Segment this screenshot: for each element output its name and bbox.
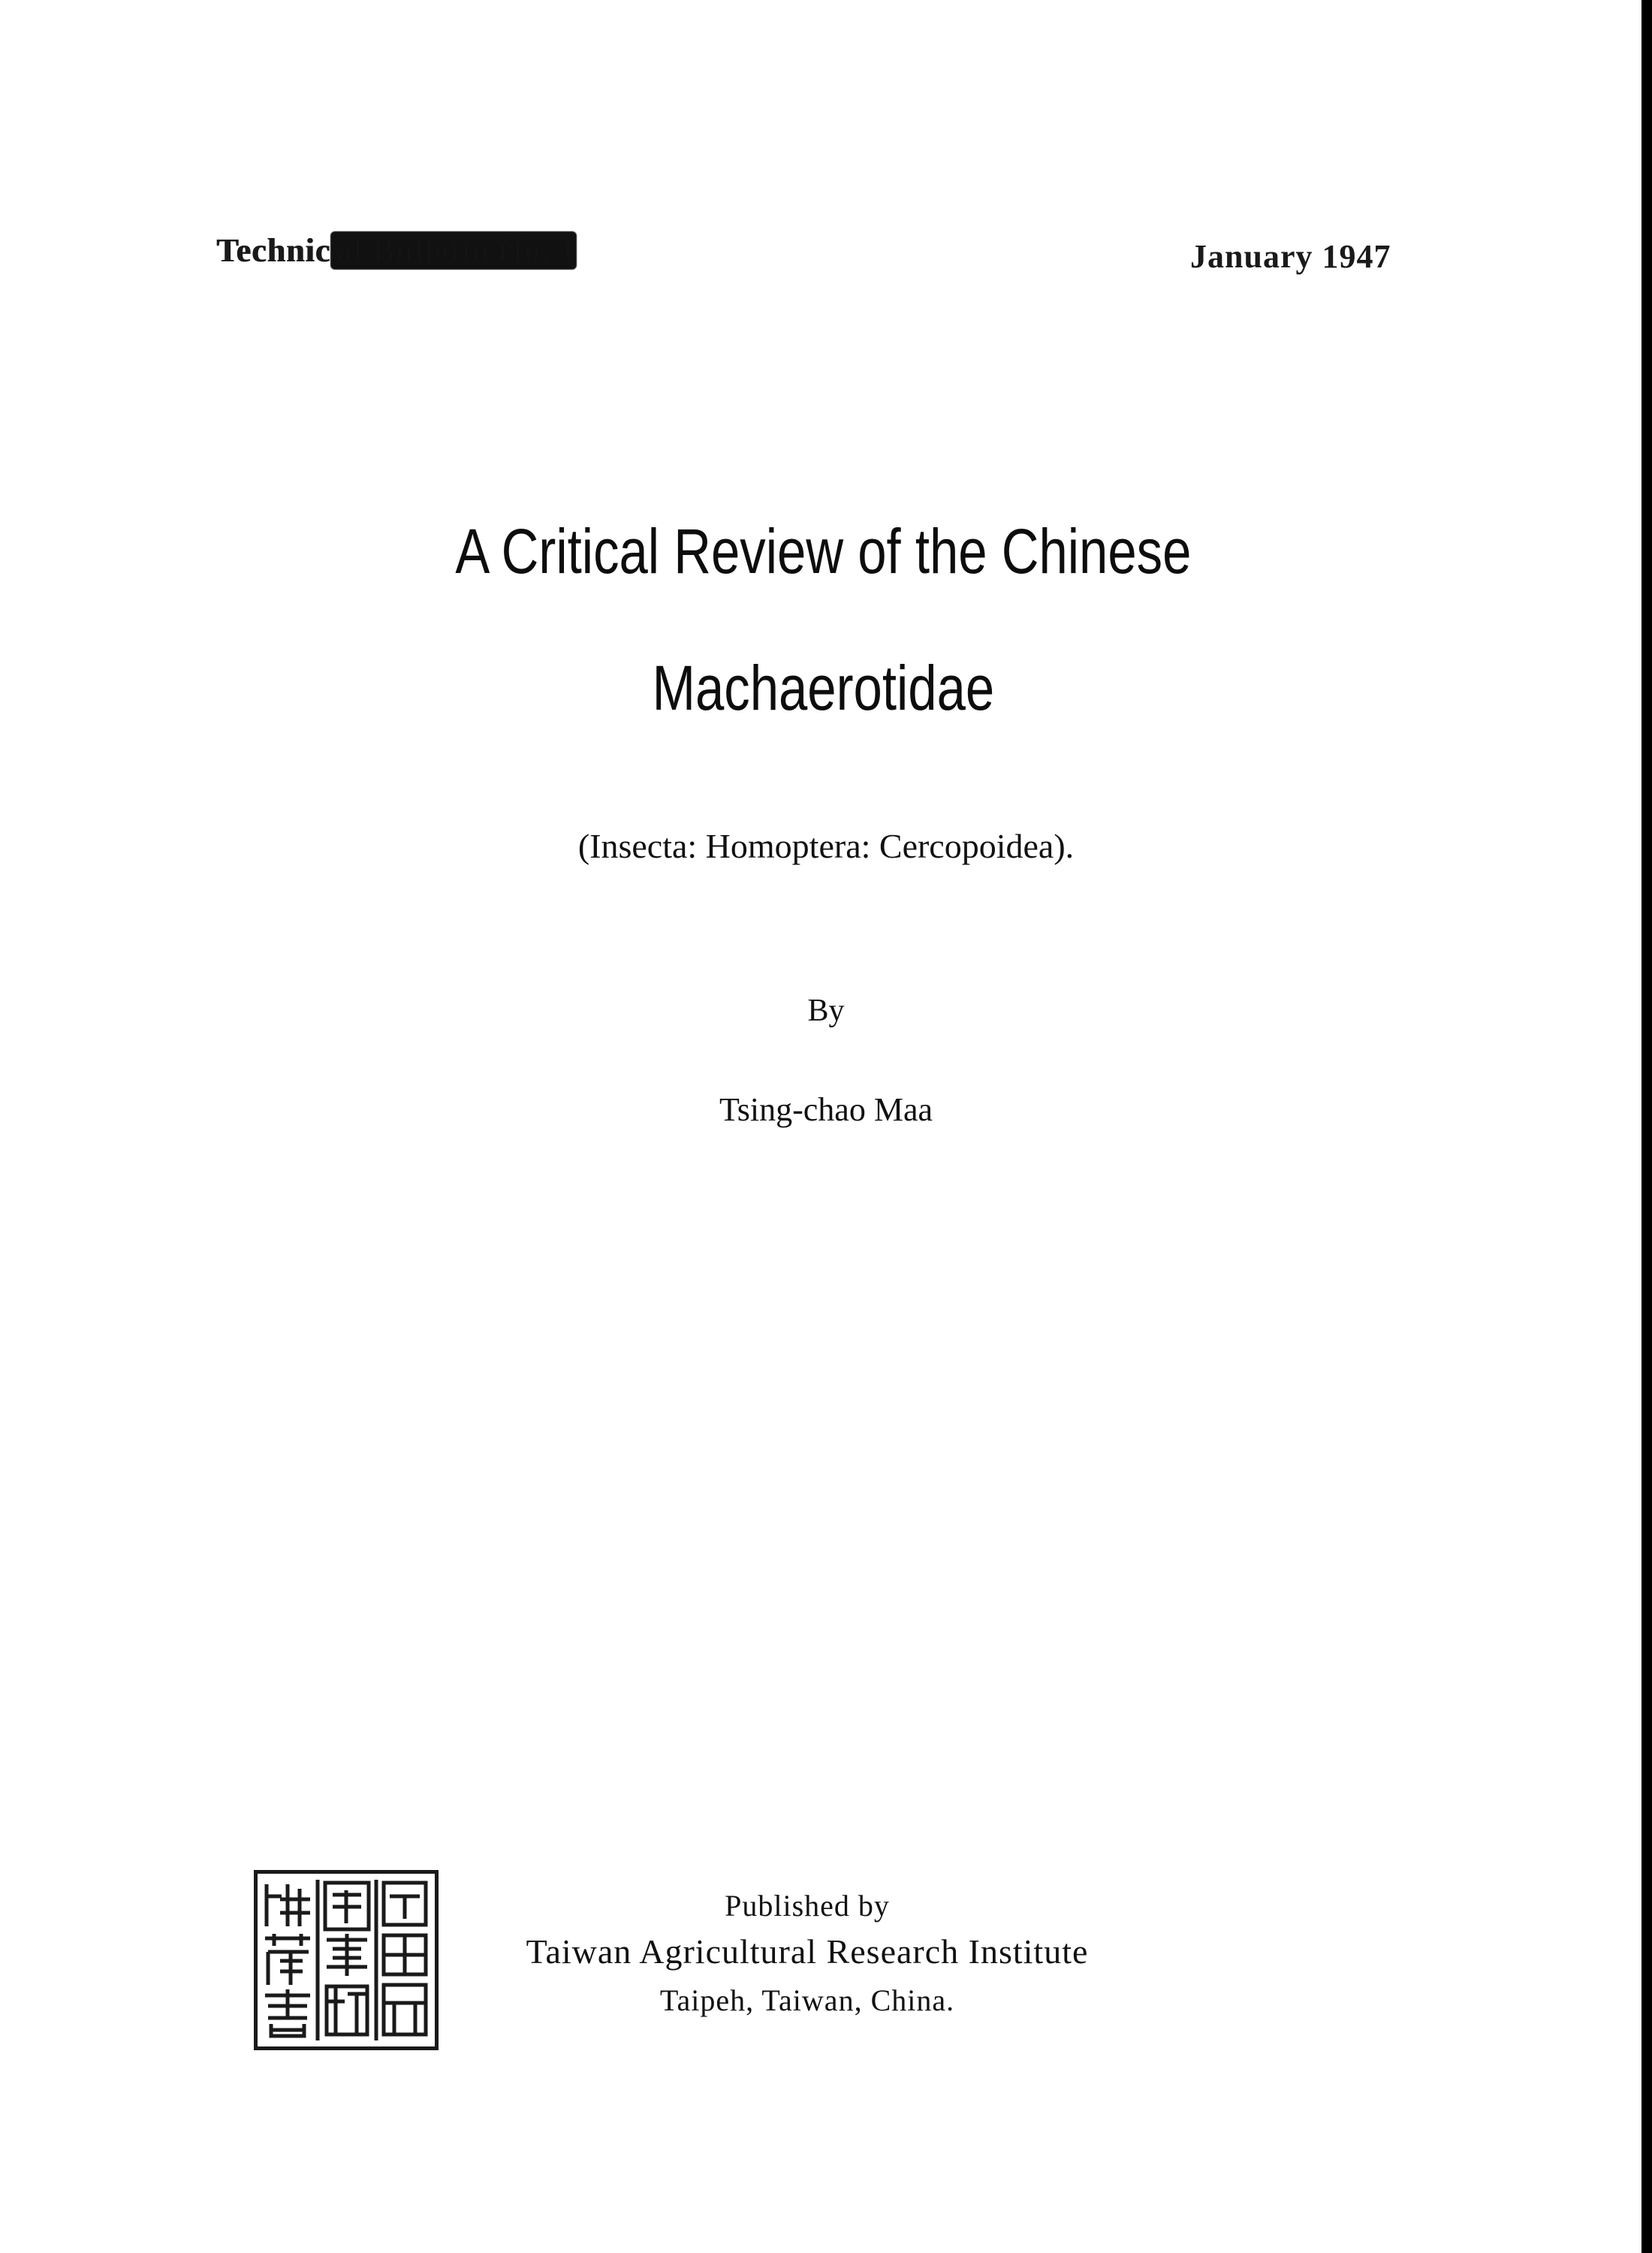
taxonomy-subtitle: (Insecta: Homoptera: Cercopoidea).: [577, 827, 1075, 865]
page-title-line-1: A Critical Review of the Chinese: [455, 516, 1192, 587]
publication-date: January 1947: [1190, 238, 1391, 275]
author-name: Tsing-chao Maa: [719, 1091, 933, 1128]
page-title-line-2: Machaerotidae: [652, 653, 995, 723]
publisher-institute: Taiwan Agricultural Research Institute: [526, 1932, 1089, 1971]
byline-label: By: [807, 994, 845, 1028]
bulletin-series: [216, 231, 577, 270]
bulletin-series-obscured: al Bulletin No. 1: [330, 231, 577, 270]
bulletin-series-text: Technic: [216, 232, 331, 269]
publisher-label: Published by: [725, 1889, 890, 1923]
publisher-place: Taipeh, Taiwan, China.: [659, 1983, 955, 2017]
